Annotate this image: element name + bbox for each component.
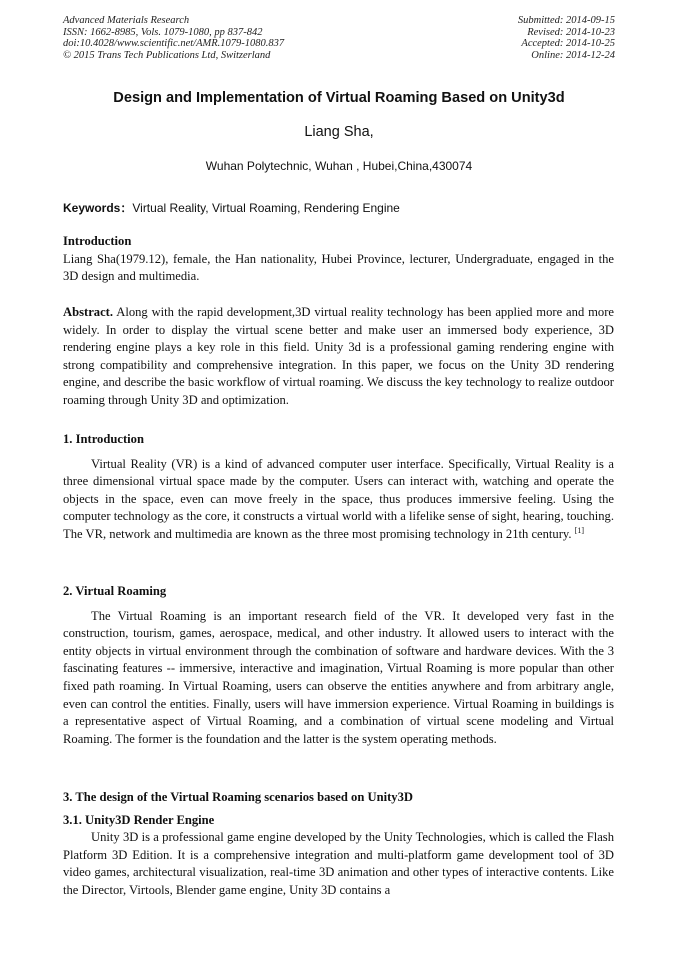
section-1-text: Virtual Reality (VR) is a kind of advanced computer user interface. Specifically, Virtual Reality is a three dimensional virtual space made by the computer. Users can interact with, watching and operate the objects in the space, even can move freely in the space, thus produces immersive feeling. Using the computer technology as the core, it constructs a virtual world with a lifelike sense of sight, hearing, touching. The VR, network and multimedia are known as the three most promising technology in 21th century. (63, 456, 614, 541)
section-introduction (63, 431, 614, 544)
journal-header-right (518, 15, 615, 61)
submitted-date: Submitted: 2014-09-15 (517, 15, 615, 26)
doi-line: doi:10.4028/www.scientific.net/AMR.1079-1080.837 (63, 38, 285, 50)
section-virtual-roaming (63, 583, 614, 748)
author-affiliation: Wuhan Polytechnic, Wuhan , Hubei,China,430074 (205, 159, 473, 173)
citation-1: [1] (574, 525, 585, 535)
journal-name: Advanced Materials Research (63, 15, 190, 26)
section-2-text: The Virtual Roaming is an important research field of the VR. It developed very fast in the construction, tourism, games, aerospace, medical, and other industry. It allowed users to interact with the entity objects in virtual environment through the combination of software and hardware devices. With the 3 fascinating features -- immersive, interactive and imagination, Virtual Roaming is more popular than other fixed path roaming. In Virtual Roaming, users can observe the entities anywhere and from arbitrary angle, even can control the entities. Finally, users will have immersion experience. Virtual Roaming in buildings is a representative aspect of Virtual Roaming, and a combination of virtual scene modeling and Virtual Roaming. The former is the foundation and the latter is the system operating methods. (63, 608, 614, 746)
keywords-label: Keywords： (63, 201, 133, 215)
bio-text: Liang Sha(1979.12), female, the Han nationality, Hubei Province, lecturer, Undergraduate, engaged in the 3D design and multimedia. (63, 251, 614, 284)
author-bio (63, 233, 614, 286)
author-name: Liang Sha, (304, 124, 374, 140)
journal-header-left (63, 15, 284, 61)
abstract-text: Along with the rapid development,3D virtual reality technology has been applied more and more widely. In order to display the virtual scene better and make user an immersed body experience, 3D rendering engine plays a key role in this field. Unity 3d is a professional gaming rendering engine with strong compatibility and comprehensive integration. In this paper, we focus on the Unity 3D rendering engine, and describe the basic workflow of virtual roaming. We discuss the key technology to realize outdoor roaming through Unity 3D and optimization. (63, 305, 614, 407)
online-date: Online: 2014-12-24 (531, 49, 615, 61)
section-design (63, 789, 614, 900)
section-3-heading: 3. The design of the Virtual Roaming scenarios based on Unity3D (63, 790, 413, 804)
abstract (63, 304, 614, 410)
section-3-1-text: Unity 3D is a professional game engine developed by the Unity Technologies, which is called the Flash Platform 3D Edition. It is a comprehensive integration and multi-platform game development tool of 3D video games, architectural visualization, real-time 3D animation and other types of interactive contents. Like the Director, Virtools, Blender game engine, Unity 3D contains a (63, 830, 614, 897)
keywords-line (63, 199, 400, 216)
section-3-1-heading: 3.1. Unity3D Render Engine (63, 812, 215, 827)
section-1-heading: 1. Introduction (63, 432, 144, 446)
bio-heading: Introduction (63, 234, 132, 248)
abstract-label: Abstract. (63, 305, 114, 319)
accepted-date: Accepted: 2014-10-25 (521, 38, 615, 50)
keywords-text: Virtual Reality, Virtual Roaming, Rendering Engine (132, 201, 400, 215)
revised-date: Revised: 2014-10-23 (527, 26, 615, 38)
issn-line: ISSN: 1662-8985, Vols. 1079-1080, pp 837-842 (63, 26, 263, 38)
section-2-heading: 2. Virtual Roaming (63, 584, 167, 598)
paper-title: Design and Implementation of Virtual Roaming Based on Unity3d (113, 90, 565, 106)
copyright-line: © 2015 Trans Tech Publications Ltd, Switzerland (63, 49, 271, 61)
